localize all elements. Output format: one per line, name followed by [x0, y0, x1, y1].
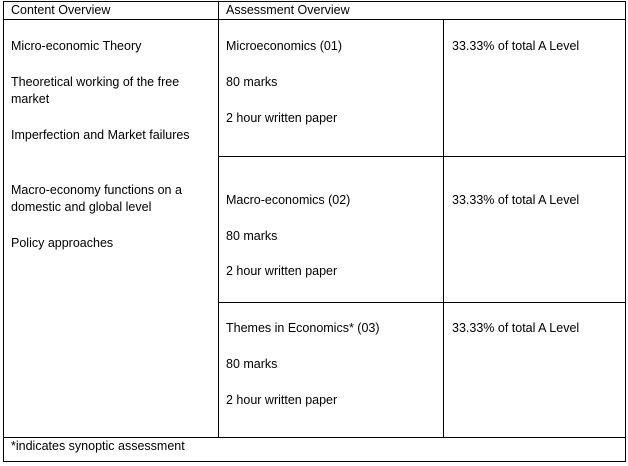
content-item: Macro-economy functions on a domestic and global level: [11, 183, 182, 214]
content-item: Micro-economic Theory: [11, 39, 142, 53]
paper-marks: 80 marks: [226, 357, 278, 371]
paper-name: Macro-economics (02): [226, 193, 351, 207]
header-divider: [3, 19, 626, 20]
row-divider-1: [218, 156, 626, 157]
row-divider-2: [218, 302, 626, 303]
paper-duration: 2 hour written paper: [226, 111, 338, 125]
paper-name: Microeconomics (01): [226, 39, 343, 53]
assessment-overview-header: Assessment Overview: [226, 3, 350, 17]
footnote: *indicates synoptic assessment: [11, 439, 185, 453]
content-overview-header: Content Overview: [11, 3, 111, 17]
paper-weight: 33.33% of total A Level: [452, 39, 580, 53]
paper-marks: 80 marks: [226, 75, 278, 89]
paper-weight: 33.33% of total A Level: [452, 193, 580, 207]
paper-weight: 33.33% of total A Level: [452, 321, 580, 335]
paper-duration: 2 hour written paper: [226, 264, 338, 278]
column-divider-2: [443, 19, 444, 438]
paper-marks: 80 marks: [226, 229, 278, 243]
content-item: Theoretical working of the free market: [11, 75, 180, 106]
paper-name: Themes in Economics* (03): [226, 321, 380, 335]
paper-duration: 2 hour written paper: [226, 393, 338, 407]
column-divider-1: [218, 1, 219, 438]
content-item: Imperfection and Market failures: [11, 128, 190, 142]
content-item: Policy approaches: [11, 236, 114, 250]
